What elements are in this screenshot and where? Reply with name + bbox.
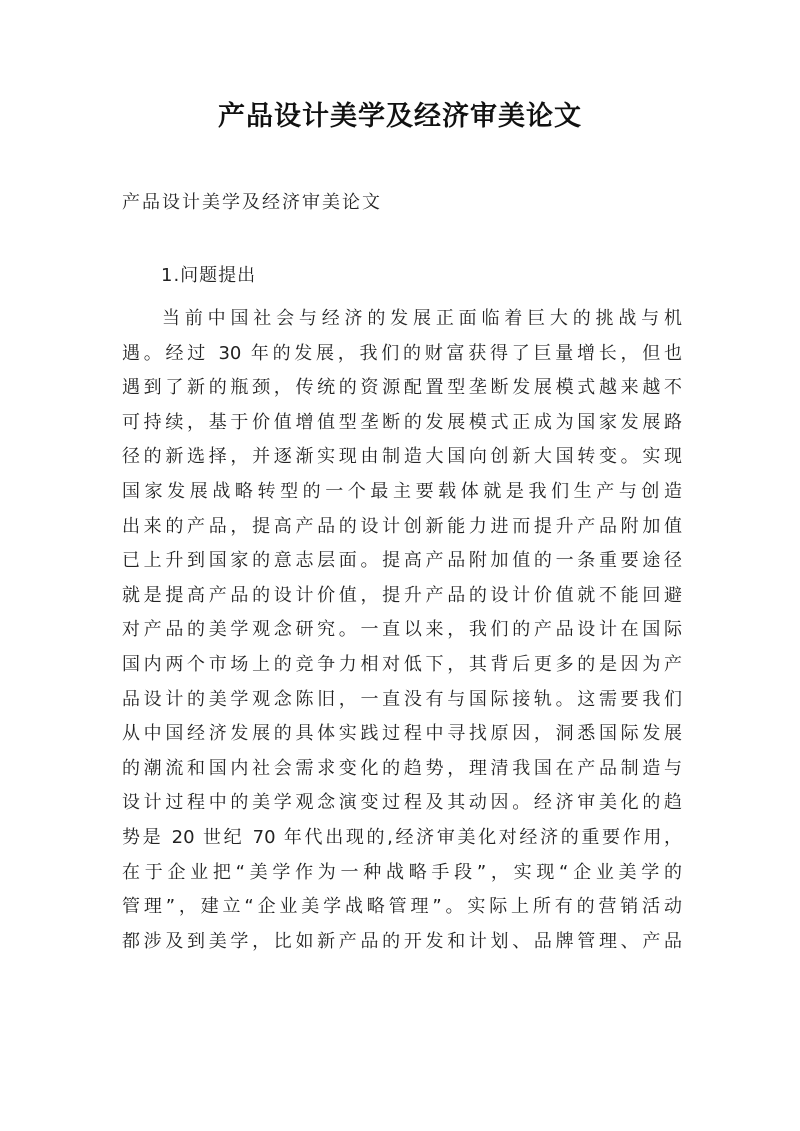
paragraph-line: 的潮流和国内社会需求变化的趋势，理清我国在产品制造与 <box>122 757 682 779</box>
paragraph-line: 在于企业把“美学作为一种战略手段”，实现“企业美学的 <box>122 861 682 883</box>
paragraph-line: 遇。经过 30 年的发展，我们的财富获得了巨量增长，但也 <box>122 342 682 364</box>
paragraph-line: 径的新选择，并逐渐实现由制造大国向创新大国转变。实现 <box>122 446 682 468</box>
paragraph-line: 已上升到国家的意志层面。提高产品附加值的一条重要途径 <box>122 550 682 572</box>
paragraph-line: 势是 20 世纪 70 年代出现的,经济审美化对经济的重要作用， <box>122 826 682 848</box>
paragraph-line: 就是提高产品的设计价值，提升产品的设计价值就不能回避 <box>122 584 682 606</box>
document-subtitle: 产品设计美学及经济审美论文 <box>122 192 382 213</box>
paragraph-line: 出来的产品，提高产品的设计创新能力进而提升产品附加值 <box>122 515 682 537</box>
paragraph-line: 设计过程中的美学观念演变过程及其动因。经济审美化的趋 <box>122 792 682 814</box>
paragraph-line: 当前中国社会与经济的发展正面临着巨大的挑战与机 <box>162 308 682 329</box>
document-title: 产品设计美学及经济审美论文 <box>218 101 582 132</box>
paragraph-line: 对产品的美学观念研究。一直以来，我们的产品设计在国际 <box>122 619 682 641</box>
paragraph-line: 遇到了新的瓶颈，传统的资源配置型垄断发展模式越来越不 <box>122 377 682 399</box>
paragraph-line: 可持续，基于价值增值型垄断的发展模式正成为国家发展路 <box>122 411 682 433</box>
paragraph-line: 管理”，建立“企业美学战略管理”。实际上所有的营销活动 <box>122 896 682 918</box>
paragraph-line: 品设计的美学观念陈旧，一直没有与国际接轨。这需要我们 <box>122 688 682 710</box>
paragraph-line: 都涉及到美学，比如新产品的开发和计划、品牌管理、产品 <box>122 930 682 952</box>
paragraph-line: 从中国经济发展的具体实践过程中寻找原因，洞悉国际发展 <box>122 723 682 745</box>
body-paragraph <box>122 302 682 959</box>
section-heading: 1.问题提出 <box>161 265 257 286</box>
paragraph-line: 国内两个市场上的竞争力相对低下，其背后更多的是因为产 <box>122 653 682 675</box>
paragraph-line: 国家发展战略转型的一个最主要载体就是我们生产与创造 <box>122 480 682 502</box>
